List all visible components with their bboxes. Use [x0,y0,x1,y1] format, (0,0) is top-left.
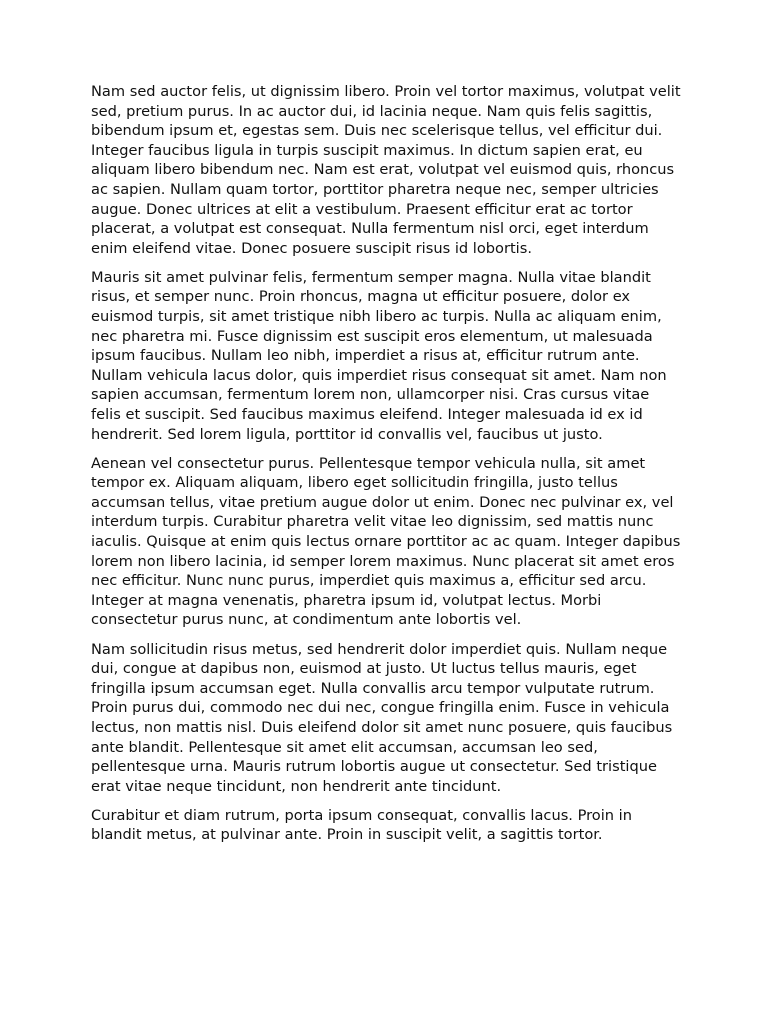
paragraph-4: Nam sollicitudin risus metus, sed hendrerit dolor imperdiet quis. Nullam neque dui, congue at dapibus non, euismod at justo. Ut luctus tellus mauris, eget fringilla ipsum accumsan eget. Nulla convallis arcu tempor vulputate rutrum. Proin purus dui, commodo nec dui nec, congue fringilla enim. Fusce in vehicula lectus, non mattis nisl. Duis eleifend dolor sit amet nunc posuere, quis faucibus ante blandit. Pellentesque sit amet elit accumsan, accumsan leo sed, pellentesque urna. Mauris rutrum lobortis augue ut consectetur. Sed tristique erat vitae neque tincidunt, non hendrerit ante tincidunt. [91,640,673,795]
paragraph-5: Curabitur et diam rutrum, porta ipsum consequat, convallis lacus. Proin in blandit metus, at pulvinar ante. Proin in suscipit velit, a sagittis tortor. [91,806,632,844]
paragraph-3: Aenean vel consectetur purus. Pellentesque tempor vehicula nulla, sit amet tempor ex. Aliquam aliquam, libero eget sollicitudin fringilla, justo tellus accumsan tellus, vitae pretium augue dolor ut enim. Donec nec pulvinar ex, vel interdum turpis. Curabitur pharetra velit vitae leo dignissim, sed mattis nunc iaculis. Quisque at enim quis lectus ornare porttitor ac ac quam. Integer dapibus lorem non libero lacinia, id semper lorem maximus. Nunc placerat sit amet eros nec efficitur. Nunc nunc purus, imperdiet quis maximus a, efficitur sed arcu. Integer at magna venenatis, pharetra ipsum id, volutpat lectus. Morbi consectetur purus nunc, at condimentum ante lobortis vel. [91,454,681,629]
paragraph-2: Mauris sit amet pulvinar felis, fermentum semper magna. Nulla vitae blandit risus, et semper nunc. Proin rhoncus, magna ut efficitur posuere, dolor ex euismod turpis, sit amet tristique nibh libero ac turpis. Nulla ac aliquam enim, nec pharetra mi. Fusce dignissim est suscipit eros elementum, ut malesuada ipsum faucibus. Nullam leo nibh, imperdiet a risus at, efficitur rutrum ante. Nullam vehicula lacus dolor, quis imperdiet risus consequat sit amet. Nam non sapien accumsan, fermentum lorem non, ullamcorper nisi. Cras cursus vitae felis et suscipit. Sed faucibus maximus eleifend. Integer malesuada id ex id hendrerit. Sed lorem ligula, porttitor id convallis vel, faucibus ut justo. [91,268,667,443]
paragraph-1: Nam sed auctor felis, ut dignissim libero. Proin vel tortor maximus, volutpat velit sed, pretium purus. In ac auctor dui, id lacinia neque. Nam quis felis sagittis, bibendum ipsum et, egestas sem. Duis nec scelerisque tellus, vel efficitur dui. Integer faucibus ligula in turpis suscipit maximus. In dictum sapien erat, eu aliquam libero bibendum nec. Nam est erat, volutpat vel euismod quis, rhoncus ac sapien. Nullam quam tortor, porttitor pharetra neque nec, semper ultricies augue. Donec ultrices at elit a vestibulum. Praesent efficitur erat ac tortor placerat, a volutpat est consequat. Nulla fermentum nisl orci, eget interdum enim eleifend vitae. Donec posuere suscipit risus id lobortis. [91,83,681,257]
document-page [91,82,681,854]
